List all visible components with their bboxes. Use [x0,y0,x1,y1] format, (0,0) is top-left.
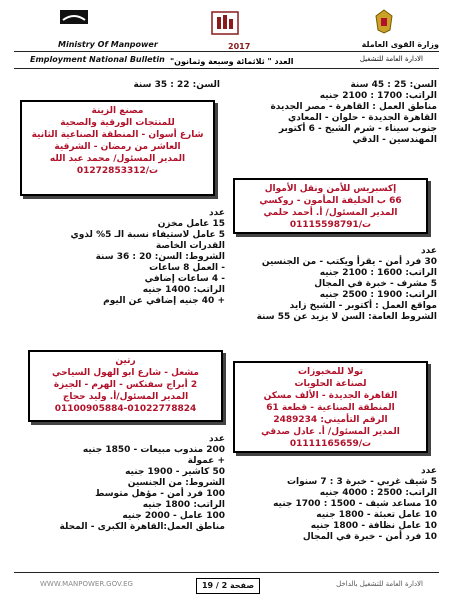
footer-agency: الادارة العامة للتشغيل بالداخل [336,580,423,588]
page-header [0,0,453,74]
company-manager: المدير المسئول/أ. وليد حجاج [62,392,189,402]
company-manager: المدير المسئول/ أ. عادل صدقي [261,427,400,437]
ad-line: مناطق العمل : القاهرة - مصر الجديدة [270,102,437,112]
company-name: تولا للمخبوزات [297,367,364,377]
website-link[interactable]: WWW.MANPOWER.GOV.EG [40,580,133,588]
ad-line: مناطق العمل:القاهرة الكبرى - المحلة [59,522,225,532]
ad-line: الراتب: 1600 : 2100 جنيه [319,268,437,278]
ad-line: السن: 25 : 45 سنة [350,80,437,90]
ad-line: - العمل 8 ساعات [149,263,225,273]
ad-line: الشروط: السن: 20 : 36 سنة [95,252,225,262]
page-number: صفحة 2 / 19 [196,578,260,594]
company-address: العاشر من رمضان - الشرقية [54,142,181,152]
company-name: رتين [115,356,136,366]
company-address: شارع أسوان - المنطقة الصناعية الثانية [31,130,204,140]
ad-line: 5 شيف غربي - خبرة 3 : 7 سنوات [286,477,437,487]
company-manager: المدير المسئول/ أ. أحمد حلمي [263,208,398,218]
right-job-ad-1 [232,80,437,146]
company-address: 66 ب الخليفة المأمون - روكسي [259,196,402,206]
ad-line: جنوب سيناء - شرم الشيخ - 6 أكتوبر [278,124,437,134]
company-phone: ت/01272853312 [76,166,159,176]
ad-line: 10 فرد أمن - خبرة في المجال [302,532,437,542]
bulletin-year: 2017 [228,42,251,51]
ad-line: 15 عامل مخزن [157,219,225,229]
ad-line: الراتب: 2500 : 4000 جنيه [319,488,437,498]
ad-line: عدد [209,208,225,218]
company-manager: المدير المسئول/ محمد عبد الله [49,154,186,164]
company-box-retin [28,350,223,422]
issue-title: العدد " ثلاثمائة وسبعة وثمانون" [170,57,294,66]
footer-divider [14,572,439,573]
header-divider-top [14,51,439,52]
right-job-ad-3 [232,466,437,543]
ad-line: الراتب: 1400 جنيه [142,285,225,295]
company-box-tola-bakery [233,361,428,453]
ad-line: الراتب: 1700 : 2100 جنيه [319,91,437,101]
company-box-express-security [233,178,428,234]
company-name: إكسبريس للأمن ونقل الأموال [264,184,397,194]
ad-line: الشروط: من الجنسين [127,478,225,488]
company-address: 2 أبراج سفنكس - الهرم - الجيزة [53,380,198,390]
ad-line: 30 فرد أمن - يقرأ ويكتب - من الجنسين [261,257,437,267]
ad-line: الشروط العامة: السن لا يزيد عن 55 سنة [256,312,437,322]
left-job-ad-2 [20,434,225,533]
ad-line: + عمولة [187,456,225,466]
ad-line: - 4 ساعات إضافي [144,274,225,284]
company-activity: لصناعة الحلويات [294,379,367,389]
bulletin-english-title: Employment National Bulletin [30,55,165,64]
company-activity: للمنتجات الورقية والصحية [60,118,175,128]
ad-line: + 40 جنيه إضافي عن اليوم [103,296,225,306]
ad-line: القدرات الخاصة [155,241,225,251]
ad-line: 5 عامل لاستيفاء نسبة الـ 5% لذوي [70,230,225,240]
ad-line: عدد [421,246,437,256]
header-divider-bottom [14,68,439,69]
ad-line: 10 عامل نظافة - 1800 جنيه [310,521,437,531]
left-job-ad-1 [20,208,225,307]
ad-line: السن: 22 : 35 سنة [133,80,220,90]
ad-line: 100 فرد أمن - مؤهل متوسط [95,489,225,499]
ad-line: عدد [421,466,437,476]
ad-line: الراتب: 1900 : 2500 جنيه [319,290,437,300]
left-age-line [20,80,220,91]
ad-line: القاهرة الجديدة - حلوان - المعادي [287,113,437,123]
ministry-english-title: Ministry Of Manpower [58,40,158,49]
company-address: المنطقة الصناعية - قطعة 61 [266,403,395,413]
company-phone: 01100905884-01022778824 [54,404,197,414]
company-address: مشعل - شارع ابو الهول السياحي [51,368,200,378]
bulletin-logo-icon [210,10,240,36]
company-name: مصنع الزينة [91,106,144,116]
company-phone: ت/01115598791 [289,220,372,230]
ad-line: الراتب: 1800 جنيه [142,500,225,510]
ad-line: 10 عامل تعبئة - 1800 جنيه [316,510,437,520]
ad-line: مواقع العمل : أكتوبر - الشيخ زايد [289,301,437,311]
company-phone: ت/01111165659 [289,439,372,449]
ministry-arabic-title: وزارة القوى العاملة [361,40,439,49]
right-job-ad-2 [232,246,437,323]
ad-line: 100 عامل - 2000 جنيه [122,511,225,521]
ad-line: 50 كاشير - 1900 جنيه [125,467,225,477]
agency-arabic-title: الادارة العامة للتشغيل [359,55,423,63]
ad-line: عدد [209,434,225,444]
company-box-zeina-factory [20,100,215,196]
flag-logo-icon [60,10,88,24]
ad-line: 200 مندوب مبيعات - 1850 جنيه [82,445,225,455]
company-address: القاهرة الجديدة - الألف مسكن [263,391,398,401]
ad-line: 10 مساعد شيف - 1500 : 1700 جنيه [273,499,437,509]
company-insurance-number: الرقم التأميني: 2489234 [273,415,388,425]
ad-line: المهندسين - الدقي [352,135,437,145]
eagle-emblem-icon [372,8,396,34]
ad-line: 5 مشرف - خبرة في المجال [314,279,437,289]
